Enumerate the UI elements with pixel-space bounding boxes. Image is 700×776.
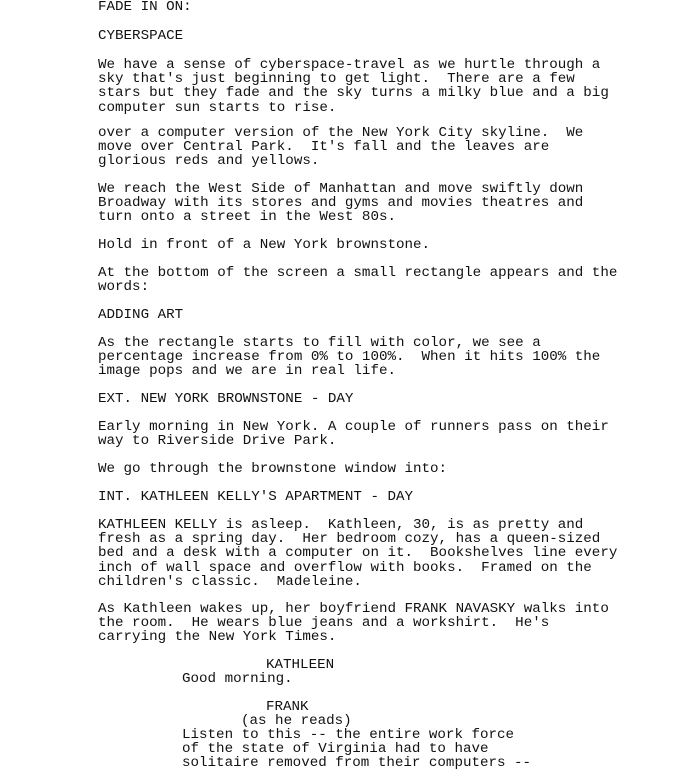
action-line: computer sun starts to rise. <box>98 99 337 116</box>
dialogue-character-kathleen: KATHLEEN <box>266 657 335 673</box>
action-line: children's classic. Madeleine. <box>98 573 362 590</box>
action-paragraph-9 <box>98 518 617 589</box>
action-line: As the rectangle starts to fill with color, we see a <box>98 335 541 351</box>
dialogue-parenthetical: (as he reads) <box>241 713 352 729</box>
dialogue-line: of the state of Virginia had to have <box>182 741 489 757</box>
action-line: fresh as a spring day. Her bedroom cozy, has a queen-sized <box>98 531 601 548</box>
scene-heading-cyberspace: CYBERSPACE <box>98 28 184 44</box>
action-line: bed and a desk with a computer on it. Bookshelves line every <box>98 545 618 562</box>
dialogue-line: Listen to this -- the entire work force <box>182 727 515 743</box>
action-line: words: <box>98 279 150 296</box>
action-paragraph-5 <box>98 266 617 294</box>
dialogue-character-frank: FRANK <box>266 699 309 715</box>
scene-heading-ext-brownstone: EXT. NEW YORK BROWNSTONE - DAY <box>98 391 354 407</box>
action-paragraph-4: Hold in front of a New York brownstone. <box>98 237 431 253</box>
action-line: We reach the West Side of Manhattan and move swiftly down <box>98 181 584 197</box>
transition-fade-in: FADE IN ON: <box>98 0 192 15</box>
action-paragraph-6 <box>98 336 600 379</box>
action-paragraph-3 <box>98 182 583 225</box>
action-paragraph-7 <box>98 420 609 448</box>
dialogue-line: Good morning. <box>182 671 293 687</box>
action-line: We have a sense of cyberspace-travel as we hurtle through a <box>98 57 601 73</box>
action-line: Broadway with its stores and gyms and movies theatres and <box>98 195 584 212</box>
action-line: image pops and we are in real life. <box>98 363 396 380</box>
action-line: sky that's just beginning to get light. There are a few <box>98 71 575 88</box>
action-line: stars but they fade and the sky turns a milky blue and a big <box>98 85 609 102</box>
action-line: way to Riverside Drive Park. <box>98 433 337 450</box>
adding-art-text: ADDING ART <box>98 307 184 323</box>
action-line: over a computer version of the New York City skyline. We <box>98 125 584 141</box>
dialogue-line: solitaire removed from their computers -- <box>182 755 532 771</box>
action-line: percentage increase from 0% to 100%. When it hits 100% the <box>98 349 601 366</box>
action-line: move over Central Park. It's fall and the leaves are <box>98 139 550 156</box>
action-line: KATHLEEN KELLY is asleep. Kathleen, 30, is as pretty and <box>98 517 584 533</box>
action-line: Early morning in New York. A couple of runners pass on their <box>98 419 609 435</box>
action-line: the room. He wears blue jeans and a workshirt. He's <box>98 615 550 632</box>
action-line: turn onto a street in the West 80s. <box>98 209 396 226</box>
action-line: inch of wall space and overflow with books. Framed on the <box>98 559 592 576</box>
action-line: carrying the New York Times. <box>98 629 337 646</box>
action-line: As Kathleen wakes up, her boyfriend FRANK NAVASKY walks into <box>98 601 609 617</box>
scene-heading-int-apartment: INT. KATHLEEN KELLY'S APARTMENT - DAY <box>98 489 414 505</box>
action-line: glorious reds and yellows. <box>98 153 320 170</box>
action-paragraph-10 <box>98 602 609 645</box>
action-paragraph-1 <box>98 58 609 115</box>
action-paragraph-2 <box>98 126 583 169</box>
action-paragraph-8: We go through the brownstone window into: <box>98 461 448 477</box>
action-line: At the bottom of the screen a small rectangle appears and the <box>98 265 618 281</box>
